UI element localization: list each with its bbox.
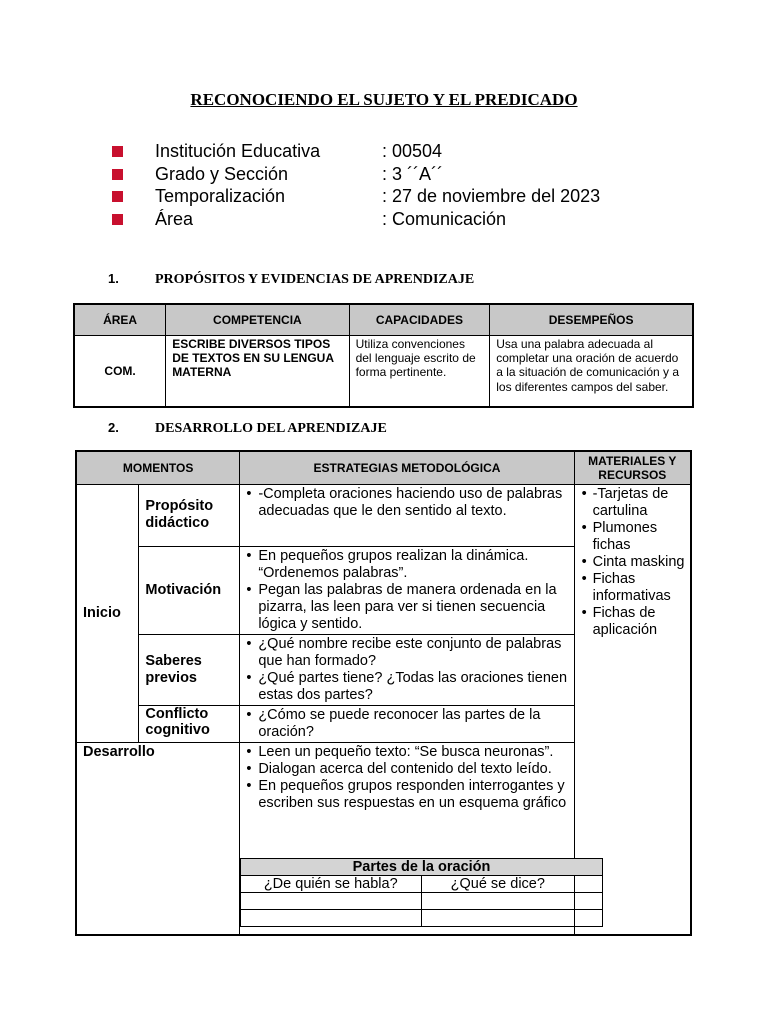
list-item: • En pequeños grupos responden interrogantes y escriben sus respuestas en un esquema gráfico xyxy=(244,778,569,812)
list-item: • Fichas de aplicación xyxy=(579,605,686,639)
sentence-parts-title: Partes de la oración xyxy=(241,859,603,876)
info-row xyxy=(112,140,672,163)
section-number: 2. xyxy=(108,420,119,435)
info-row xyxy=(112,163,672,186)
list-item: • Plumones fichas xyxy=(579,520,686,554)
section-title: PROPÓSITOS Y EVIDENCIAS DE APRENDIZAJE xyxy=(155,272,475,287)
square-bullet-icon xyxy=(112,146,123,157)
header-capacidades: CAPACIDADES xyxy=(349,304,490,335)
header-area: ÁREA xyxy=(74,304,166,335)
table-cell xyxy=(575,893,603,910)
section-number: 1. xyxy=(108,271,119,286)
sentence-parts-table xyxy=(240,858,603,927)
cell-area: COM. xyxy=(74,335,166,407)
info-value: : 00504 xyxy=(382,141,443,161)
moment-desarrollo: Desarrollo xyxy=(76,742,240,935)
list-item: • Fichas informativas xyxy=(579,571,686,605)
header-competencia: COMPETENCIA xyxy=(166,304,349,335)
info-label: Grado y Sección xyxy=(155,163,289,184)
list-item: • En pequeños grupos realizan la dinámica. “Ordenemos palabras”. xyxy=(244,548,569,582)
square-bullet-icon xyxy=(112,214,123,225)
list-item: • -Completa oraciones haciendo uso de palabras adecuadas que le den sentido al texto. xyxy=(244,486,569,520)
strategy-cell xyxy=(240,634,574,705)
row-label: Saberes previos xyxy=(139,634,240,705)
list-item: • Pegan las palabras de manera ordenada en la pizarra, las leen para ver si tienen secuencia lógica y sentido. xyxy=(244,582,569,633)
strategy-cell xyxy=(240,705,574,742)
list-item: • -Tarjetas de cartulina xyxy=(579,486,686,520)
table-row xyxy=(76,484,691,546)
row-label: Conflicto cognitivo xyxy=(139,705,240,742)
table-cell xyxy=(241,893,422,910)
list-item: • ¿Cómo se puede reconocer las partes de la oración? xyxy=(244,707,569,741)
cell-desempenos: Usa una palabra adecuada al completar una oración de acuerdo a la situación de comunicación y a los diferentes campos del saber. xyxy=(490,335,693,407)
cell-competencia: ESCRIBE DIVERSOS TIPOS DE TEXTOS EN SU LENGUA MATERNA xyxy=(166,335,349,407)
section-heading-2 xyxy=(108,420,387,437)
row-label: Motivación xyxy=(139,546,240,634)
info-value: : 3 ´´A´´ xyxy=(382,163,443,184)
section-title: DESARROLLO DEL APRENDIZAJE xyxy=(155,421,387,436)
table-cell xyxy=(575,910,603,927)
info-row xyxy=(112,185,672,208)
info-label: Temporalización xyxy=(155,186,286,206)
strategy-cell xyxy=(240,484,574,546)
square-bullet-icon xyxy=(112,191,123,202)
square-bullet-icon xyxy=(112,169,123,180)
list-item: • ¿Qué nombre recibe este conjunto de palabras que han formado? xyxy=(244,636,569,670)
page-title: RECONOCIENDO EL SUJETO Y EL PREDICADO xyxy=(190,90,578,109)
table-cell xyxy=(241,910,422,927)
purposes-table xyxy=(73,303,694,408)
list-item: • Cinta masking xyxy=(579,554,686,571)
table-row xyxy=(241,893,603,910)
info-label: Área xyxy=(155,208,194,229)
cell-capacidades: Utiliza convenciones del lenguaje escrito de forma pertinente. xyxy=(349,335,490,407)
header-estrategias: ESTRATEGIAS METODOLÓGICA xyxy=(240,451,574,484)
list-item: • ¿Qué partes tiene? ¿Todas las oraciones tienen estas dos partes? xyxy=(244,670,569,704)
list-item: • Dialogan acerca del contenido del texto leído. xyxy=(244,761,569,778)
strategy-cell xyxy=(240,546,574,634)
table-cell xyxy=(575,876,603,893)
moment-inicio: Inicio xyxy=(76,484,139,742)
header-subject: ¿De quién se habla? xyxy=(241,876,422,893)
header-desempenos: DESEMPEÑOS xyxy=(490,304,693,335)
row-label: Propósito didáctico xyxy=(139,484,240,546)
header-materiales: MATERIALES Y RECURSOS xyxy=(574,451,691,484)
info-value: : Comunicación xyxy=(382,208,507,229)
table-cell xyxy=(421,910,575,927)
list-item: • Leen un pequeño texto: “Se busca neuronas”. xyxy=(244,744,569,761)
info-list xyxy=(112,140,672,230)
table-row xyxy=(74,335,693,407)
header-predicate: ¿Qué se dice? xyxy=(421,876,575,893)
info-value: : 27 de noviembre del 2023 xyxy=(382,186,601,206)
table-row xyxy=(241,910,603,927)
header-momentos: MOMENTOS xyxy=(76,451,240,484)
table-cell xyxy=(421,893,575,910)
info-row xyxy=(112,208,672,231)
section-heading-1 xyxy=(108,271,474,288)
info-label: Institución Educativa xyxy=(155,141,321,161)
table-row xyxy=(241,876,603,893)
